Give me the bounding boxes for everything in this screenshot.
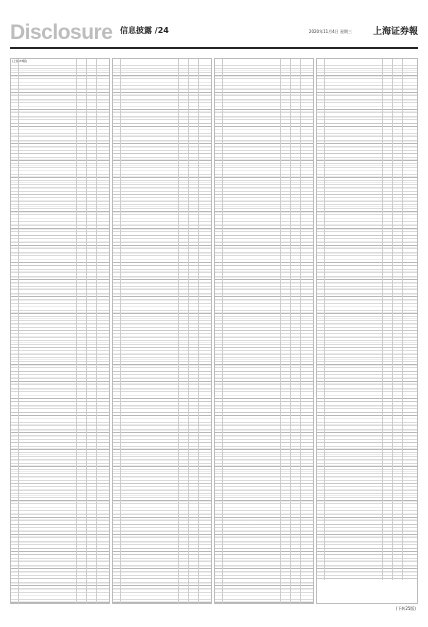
disclosure-table bbox=[10, 58, 418, 604]
masthead bbox=[10, 21, 418, 45]
continued-footer: (下转25版) bbox=[395, 606, 416, 611]
newspaper-name: 上海证券報 bbox=[372, 27, 418, 37]
brand-logo: Disclosure bbox=[10, 21, 113, 44]
table-column-1 bbox=[10, 58, 110, 604]
table-column-2 bbox=[112, 58, 212, 604]
continued-note: (上接23版) bbox=[12, 59, 28, 63]
masthead-rule bbox=[10, 47, 418, 49]
table-column-4 bbox=[316, 58, 418, 604]
issue-date: 2020年11月4日 星期三 bbox=[308, 29, 352, 34]
table-column-3 bbox=[214, 58, 314, 604]
section-title: 信息披露 /24 bbox=[120, 26, 169, 35]
